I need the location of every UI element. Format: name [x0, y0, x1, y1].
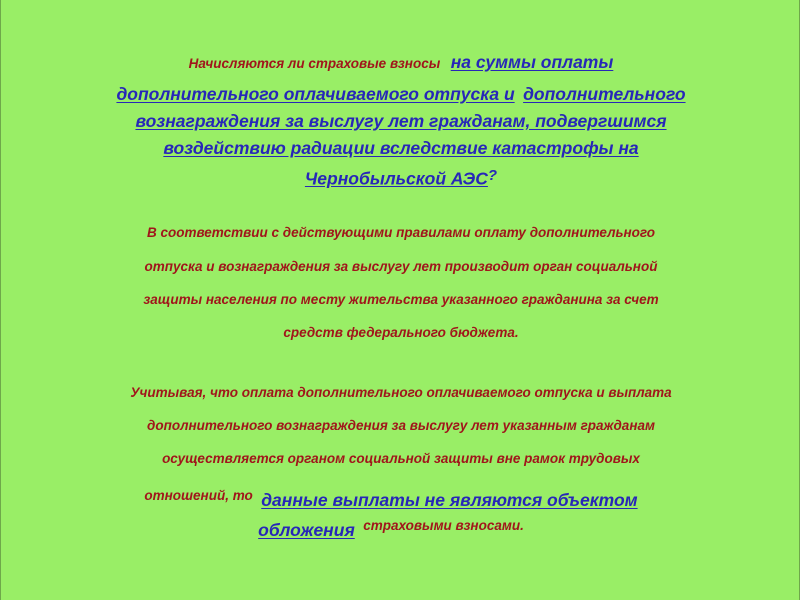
question-link-3[interactable]: вознаграждения за выслугу лет гражданам, подвергшимся	[135, 111, 667, 131]
paragraph2-line-2: дополнительного вознаграждения за выслугу лет указанным гражданам	[147, 418, 655, 433]
question-link-4[interactable]: воздействию радиации вследствие катастрофы на	[163, 138, 639, 158]
paragraph2-link-2[interactable]: обложения	[258, 520, 355, 540]
paragraph2-line-1: Учитывая, что оплата дополнительного оплачиваемого отпуска и выплата	[130, 385, 672, 400]
paragraph1-line-3: защиты населения по месту жительства указанного гражданина за счет	[143, 292, 659, 307]
question-line-5	[1, 165, 800, 189]
paragraph2-line-5	[0, 514, 791, 540]
paragraph1-line-2: отпуска и вознаграждения за выслугу лет производит орган социальной	[144, 259, 658, 274]
question-mark: ?	[487, 167, 498, 184]
paragraph2-line-4	[0, 484, 791, 510]
question-line-3	[1, 111, 800, 132]
paragraph1-line-4: средств федерального бюджета.	[283, 325, 519, 340]
paragraph2-line4-prefix: отношений, то	[144, 488, 253, 503]
question-link-2b[interactable]: дополнительного	[523, 84, 686, 104]
paragraph2-line-3: осуществляется органом социальной защиты вне рамок трудовых	[162, 451, 640, 466]
question-link-5[interactable]: Чернобыльской АЭС	[304, 168, 488, 189]
question-line-1	[1, 52, 800, 73]
question-line-2	[1, 84, 800, 105]
paragraph2-line5-suffix: страховыми взносами.	[363, 518, 524, 533]
question-line-4	[1, 138, 800, 159]
question-link-1[interactable]: на суммы оплаты	[450, 52, 614, 72]
question-link-2a[interactable]: дополнительного оплачиваемого отпуска и	[116, 84, 515, 104]
question-prefix: Начисляются ли страховые взносы	[188, 56, 441, 71]
paragraph1-line-1: В соответствии с действующими правилами оплату дополнительного	[146, 225, 656, 240]
paragraph2-link-1[interactable]: данные выплаты не являются объектом	[261, 490, 638, 510]
